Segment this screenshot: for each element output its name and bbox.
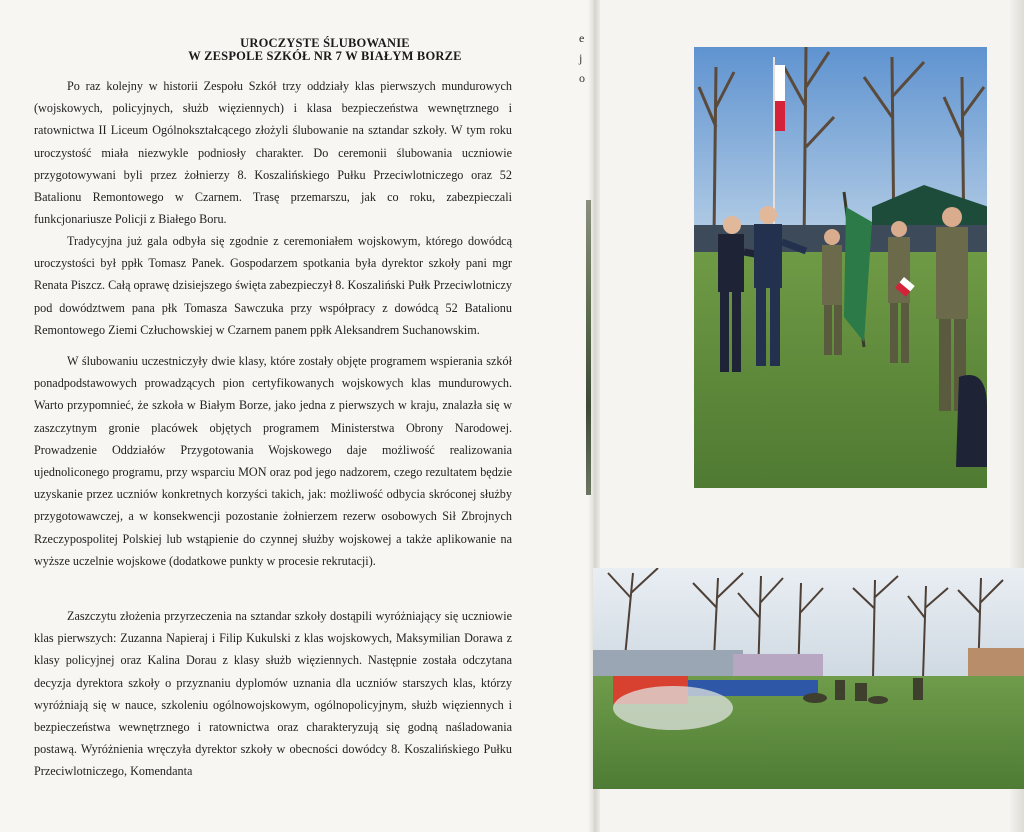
paragraph-3: W ślubowaniu uczestniczyły dwie klasy, które zostały objęte programem wspierania szkół ponadpodstawowych prowadzących pion certyfikowanych wojskowych klas mundurowych. Warto przypomnieć, że szkoła w Białym Borze, jako jedna z pierwszych w kraju, znalazła się w zaszczytnym gronie placówek objętych programem Ministerstwa Obrony Narodowej. Prowadzenie Oddziałów Przygotowania Wojskowego daje możliwość realizowania ujednoliconego programu, przy wsparciu MON oraz pod jego nadzorem, czego rezultatem będzie uzyskanie przez uczniów konkretnych korzyści takich, jak: możliwość odbycia skróconej służby przygotowawczej, a w konsekwencji pozostanie żołnierzem rezerw osobowych Sił Zbrojnych Rzeczypospolitej Polskiej lub wstąpienie do czynnej służby wojskowej a także aplikowanie na wyższe uczelnie wojskowe (dodatkowe punkty w procesie rekrutacji). [34,354,512,568]
ceremony-photo [694,47,987,488]
bleed-through-letters [579,28,599,88]
soldier-olive-left [822,229,842,355]
polish-flag-white [775,65,785,101]
bleed-letter: o [579,71,585,85]
adjacent-photo-sliver [586,200,591,495]
paragraph-2: Tradycyjna już gala odbyła się zgodnie z ceremoniałem wojskowym, którego dowódcą uroczystości był ppłk Tomasz Panek. Gospodarzem spotkania była dyrektor szkoły pani mgr Renata Piszcz. Całą oprawę dzisiejszego święta zabezpieczył 8. Koszaliński Pułk Przeciwlotniczy pod dowództwem pana płk Tomasza Sawczuka przy współpracy z dowódcą 52 Batalionu Remontowego Ziemi Człuchowskiej w Czarnem panem ppłk Aleksandrem Suchanowskim. [34,234,512,337]
title-line-1: UROCZYSTE ŚLUBOWANIE [240,36,410,50]
foreground-person [956,375,987,467]
ceremony-photo-image [694,47,987,488]
paragraph-1: Po raz kolejny w historii Zespołu Szkół trzy oddziały klas pierwszych mundurowych (wojskowych, policyjnych, służb więziennych) i klasa bezpieczeństwa wewnętrznego i ratownictwa II Liceum Ogólnokształcącego złożyli ślubowanie na sztandar szkoły. W tym roku uroczystość miała niezwykle podniosły charakter. Do ceremonii ślubowania uczniowie przygotowywani byli przez żołnierzy 8. Koszalińskiego Pułku Przeciwlotniczego oraz 52 Batalionu Remontowego w Czarnem. Trasę przemarszu, jak co roku, zabezpieczali funkcjonariusze Policji z Białego Boru. [34,79,512,227]
field-demonstration-photo [593,568,1024,789]
article-title [130,37,520,63]
bleed-letter: e [579,31,585,45]
field-demonstration-image [593,568,1024,789]
polish-flag-red [775,101,785,131]
smoke-cloud [613,686,733,730]
bleed-letter: j [579,51,583,65]
title-line-2: W ZESPOLE SZKÓŁ NR 7 W BIAŁYM BORZE [188,49,462,63]
paragraph-4: Zaszczytu złożenia przyrzeczenia na sztandar szkoły dostąpili wyróżniający się uczniowie klas pierwszych: Zuzanna Napieraj i Filip Kukulski z klas wojskowych, Maksymilian Dorawa z klasy policyjnej oraz Kalina Dorau z klasy służb więziennych. Następnie została odczytana decyzja dyrektora szkoły o przyznaniu dyplomów uznania dla uczniów starszych klas, którzy wyróżniają się w nauce, szkoleniu ogólnowojskowym, ogólnopolicyjnym, służb więziennych i bezpieczeństwa wewnętrznego i ratownictwa oraz charakteryzują się godną naśladowania postawą. Wyróżnienia wręczyła dyrektor szkoły w obecności dowódcy 8. Koszalińskiego Pułku Przeciwlotniczego, Komendanta [34,609,512,779]
